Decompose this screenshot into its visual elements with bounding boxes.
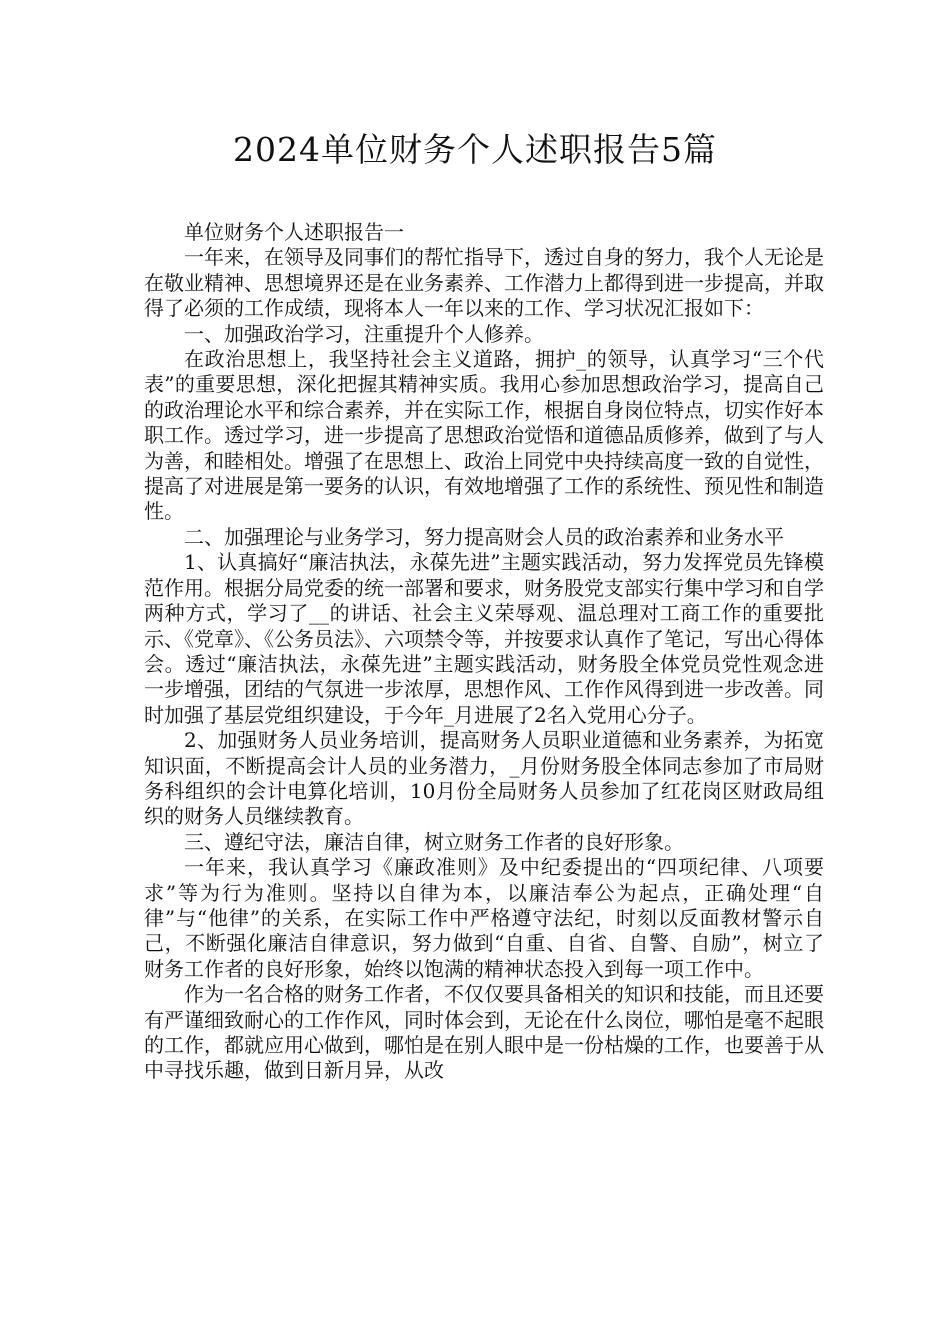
paragraph-practice-activity: 1、认真搞好“廉洁执法，永葆先进”主题实践活动，努力发挥党员先锋模范作用。根据分局党委的统一部署和要求，财务股党支部实行集中学习和自学两种方式，学习了__的讲话、社会主义荣辱观、温总理对工商工作的重要批示、《党章》、《公务员法》、六项禁令等，并按要求认真作了笔记，写出心得体会。透过“廉洁执法，永葆先进”主题实践活动，财务股全体党员党性观念进一步增强，团结的气氛进一步浓厚，思想作风、工作作风得到进一步改善。同时加强了基层党组织建设，于今年_月进展了2名入党用心分子。 <box>144 550 824 727</box>
section-heading-report-one: 单位财务个人述职报告一 <box>184 220 404 244</box>
paragraph-work-attitude: 作为一名合格的财务工作者，不仅仅要具备相关的知识和技能，而且还要有严谨细致耐心的工作作风，同时体会到，无论在什么岗位，哪怕是毫不起眼的工作，都就应用心做到，哪怕是在别人眼中是一份枯燥的工作，也要善于从中寻找乐趣，做到日新月异，从改 <box>144 982 824 1083</box>
paragraph-self-discipline: 一年来，我认真学习《廉政准则》及中纪委提出的“四项纪律、八项要求”等为行为准则。坚持以自律为本，以廉洁奉公为起点，正确处理“自律”与“他律”的关系，在实际工作中严格遵守法纪，时刻以反面教材警示自己，不断强化廉洁自律意识，努力做到“自重、自省、自警、自励”，树立了财务工作者的良好形象，始终以饱满的精神状态投入到每一项工作中。 <box>144 855 824 981</box>
document-body <box>144 220 824 1084</box>
section-heading-discipline: 三、遵纪守法，廉洁自律，树立财务工作者的良好形象。 <box>184 829 684 854</box>
paragraph-staff-training: 2、加强财务人员业务培训，提高财务人员职业道德和业务素养，为拓宽知识面，不断提高会计人员的业务潜力，_月份财务股全体同志参加了市局财务科组织的会计电算化培训，10月份全局财务人员参加了红花岗区财政局组织的财务人员继续教育。 <box>144 728 824 829</box>
section-heading-political-study: 一、加强政治学习，注重提升个人修养。 <box>184 321 544 346</box>
section-heading-theory-study: 二、加强理论与业务学习，努力提高财会人员的政治素养和业务水平 <box>184 524 784 549</box>
paragraph-intro: 一年来，在领导及同事们的帮忙指导下，透过自身的努力，我个人无论是在敬业精神、思想境界还是在业务素养、工作潜力上都得到进一步提高，并取得了必须的工作成绩，现将本人一年以来的工作、学习状况汇报如下： <box>144 245 824 321</box>
paragraph-political-thought: 在政治思想上，我坚持社会主义道路，拥护_的领导，认真学习“三个代表”的重要思想，深化把握其精神实质。我用心参加思想政治学习，提高自己的政治理论水平和综合素养，并在实际工作，根据自身岗位特点，切实作好本职工作。透过学习，进一步提高了思想政治觉悟和道德品质修养，做到了与人为善，和睦相处。增强了在思想上、政治上同党中央持续高度一致的自觉性，提高了对进展是第一要务的认识，有效地增强了工作的系统性、预见性和制造性。 <box>144 347 824 524</box>
document-title: 2024单位财务个人述职报告5篇 <box>233 130 717 169</box>
